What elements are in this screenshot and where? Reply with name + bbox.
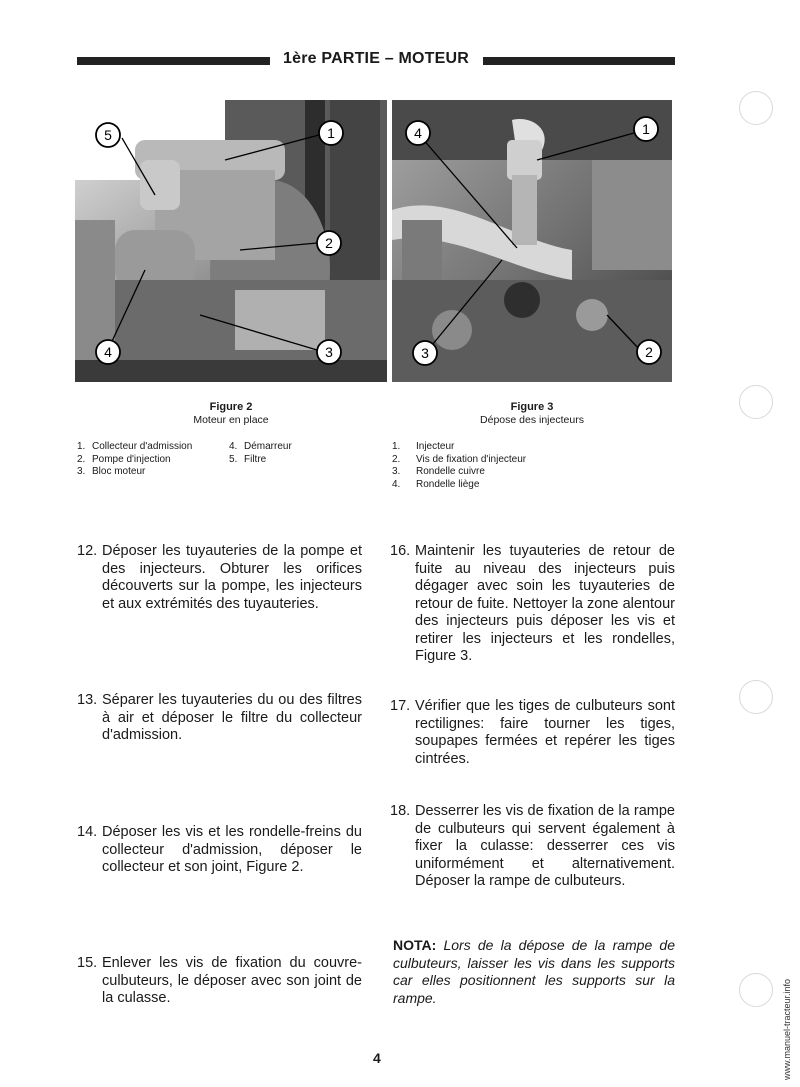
- svg-text:4: 4: [104, 344, 112, 360]
- step-number: 17.: [390, 698, 411, 714]
- figure-2-photo: [75, 100, 387, 382]
- punch-hole: [739, 385, 773, 419]
- nota-block: [393, 937, 675, 1007]
- nota-text: Lors de la dépose de la rampe de culbuteurs, laisser les vis dans les supports car elles positionnent les supports sur la rampe.: [393, 937, 675, 1006]
- legend-item: 4. Démarreur: [229, 441, 292, 452]
- callout-5: [96, 123, 120, 147]
- svg-text:4: 4: [414, 125, 422, 141]
- step-number: 16.: [390, 543, 411, 559]
- step-15: [77, 955, 362, 1008]
- figure-2-legend-right: [229, 441, 349, 466]
- legend-item: 3. Rondelle cuivre: [392, 466, 485, 477]
- step-14: [77, 824, 362, 877]
- step-12: [77, 543, 362, 613]
- svg-text:5: 5: [104, 127, 112, 143]
- step-number: 13.: [77, 692, 98, 708]
- svg-text:2: 2: [325, 235, 333, 251]
- callout-2: [317, 231, 341, 255]
- callout-3: [317, 340, 341, 364]
- legend-item: 5. Filtre: [229, 453, 267, 465]
- legend-item: 4. Rondelle liège: [392, 478, 480, 490]
- step-13: [77, 692, 362, 745]
- figure-2-subtitle: Moteur en place: [193, 414, 269, 426]
- figure-3-title: Figure 3: [510, 401, 554, 413]
- injector-photo-illustration: [392, 100, 672, 382]
- punch-hole: [739, 91, 773, 125]
- side-watermark-url: www.manuel-tracteur.info: [782, 978, 792, 1080]
- figure-3-photo: [392, 100, 672, 382]
- nota-label: NOTA:: [393, 937, 437, 953]
- figure-2-title: Figure 2: [209, 401, 253, 413]
- figure-2-legend-left: [77, 441, 227, 479]
- svg-text:1: 1: [327, 125, 335, 141]
- callout-2: [637, 340, 661, 364]
- callout-3: [413, 341, 437, 365]
- legend-item: 1. Injecteur: [392, 441, 455, 452]
- header-rule-right: [483, 57, 675, 65]
- engine-photo-illustration: [75, 100, 387, 382]
- callout-4: [96, 340, 120, 364]
- step-text: Enlever les vis de fixation du couvre-culbuteurs, le déposer avec son joint de la culasse.: [102, 955, 362, 1006]
- step-18: [390, 803, 675, 891]
- step-text: Séparer les tuyauteries du ou des filtres à air et déposer le filtre du collecteur d'admission.: [102, 692, 362, 743]
- step-number: 14.: [77, 824, 98, 840]
- callout-4: [406, 121, 430, 145]
- svg-text:3: 3: [421, 345, 429, 361]
- svg-text:1: 1: [642, 121, 650, 137]
- step-number: 18.: [390, 803, 411, 819]
- step-16: [390, 543, 675, 666]
- punch-hole: [739, 973, 773, 1007]
- legend-item: 3. Bloc moteur: [77, 466, 146, 477]
- step-number: 15.: [77, 955, 98, 971]
- svg-text:3: 3: [325, 344, 333, 360]
- step-17: [390, 698, 675, 768]
- step-number: 12.: [77, 543, 98, 559]
- page-number: 4: [373, 1050, 381, 1066]
- figure-3-subtitle: Dépose des injecteurs: [480, 414, 584, 426]
- figure-3-legend: [392, 441, 592, 491]
- step-text: Desserrer les vis de fixation de la rampe de culbuteurs qui servent également à fixer la culasse: desserrer ces vis uniformément et alternativement. Déposer la rampe de culbuteurs.: [415, 803, 675, 889]
- legend-item: 2. Pompe d'injection: [77, 453, 171, 465]
- legend-item: 2. Vis de fixation d'injecteur: [392, 453, 527, 465]
- header-rule-left: [77, 57, 270, 65]
- page-header-title: 1ère PARTIE – MOTEUR: [283, 50, 469, 67]
- legend-item: 1. Collecteur d'admission: [77, 441, 193, 452]
- step-text: Maintenir les tuyauteries de retour de fuite au niveau des injecteurs puis dégager avec soin les tuyauteries de retour de fuite. Nettoyer la zone alentour des injecteurs puis déposer les vis et retirer les injecteurs et les rondelles, Figure 3.: [415, 543, 675, 664]
- step-text: Vérifier que les tiges de culbuteurs sont rectilignes: faire tourner les tiges, soupapes fermées et repérer les tiges cintrées.: [415, 698, 675, 767]
- callout-1: [634, 117, 658, 141]
- step-text: Déposer les vis et les rondelle-freins du collecteur d'admission, déposer le collecteur et son joint, Figure 2.: [102, 824, 362, 875]
- callout-1: [319, 121, 343, 145]
- step-text: Déposer les tuyauteries de la pompe et des injecteurs. Obturer les orifices découverts sur la pompe, les injecteurs et aux extrémités des tuyauteries.: [102, 543, 362, 612]
- punch-hole: [739, 680, 773, 714]
- svg-text:2: 2: [645, 344, 653, 360]
